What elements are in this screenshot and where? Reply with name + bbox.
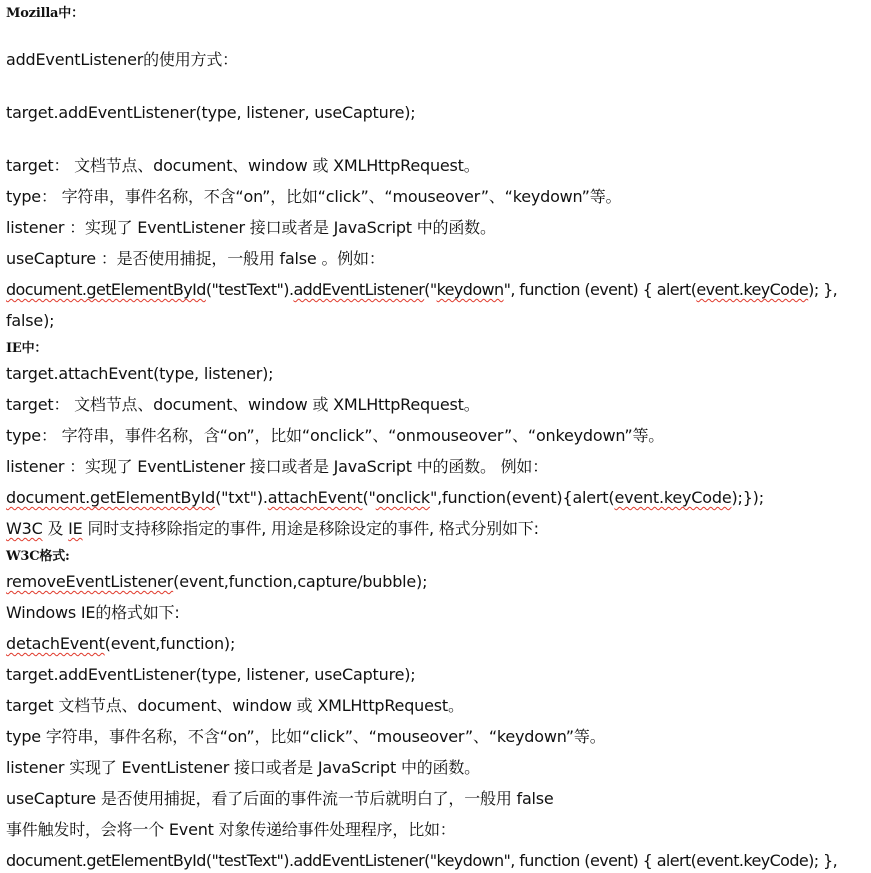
code-line: document.getElementById("txt").attachEvent("onclick",function(event){alert(event.keyCode);}); xyxy=(6,488,764,507)
text-line: listener ：实现了 EventListener 接口或者是 JavaScript 中的函数。 例如： xyxy=(6,457,549,476)
spellcheck-word: attachEvent xyxy=(267,488,363,507)
code-line: document.getElementById("testText").addEventListener("keydown", function (event) { alert(event.keyCode); }, xyxy=(6,851,838,870)
text-line: target： 文档节点、document、window 或 XMLHttpRequest。 xyxy=(6,395,480,414)
heading-ie: IE中： xyxy=(6,341,48,356)
text-line: target 文档节点、document、window 或 XMLHttpRequest。 xyxy=(6,696,464,715)
text-line: 事件触发时，会将一个 Event 对象传递给事件处理程序，比如： xyxy=(6,820,456,839)
text-line: type 字符串，事件名称，不含“on”，比如“click”、“mouseover”、“keydown”等。 xyxy=(6,727,606,746)
spellcheck-word: event.keyCode xyxy=(696,280,809,299)
spellcheck-word: event.keyCode xyxy=(614,488,732,507)
text-line: useCapture ：是否使用捕捉，一般用 false 。例如： xyxy=(6,249,385,268)
code-line: false); xyxy=(6,311,55,330)
text-line: type： 字符串，事件名称，含“on”，比如“onclick”、“onmouseover”、“onkeydown”等。 xyxy=(6,426,665,445)
spellcheck-word: document.getElementById xyxy=(6,280,206,299)
text-line: W3C 及 IE 同时支持移除指定的事件, 用途是移除设定的事件, 格式分别如下: xyxy=(6,519,539,538)
code-line: target.attachEvent(type, listener); xyxy=(6,364,274,383)
spellcheck-word: document.getElementById xyxy=(6,488,216,507)
code-line: target.addEventListener(type, listener, useCapture); xyxy=(6,103,416,122)
text-line: useCapture 是否使用捕捉，看了后面的事件流一节后就明白了，一般用 false xyxy=(6,789,554,808)
text-line: listener ：实现了 EventListener 接口或者是 JavaScript 中的函数。 xyxy=(6,218,496,237)
text-line: target： 文档节点、document、window 或 XMLHttpRequest。 xyxy=(6,156,480,175)
spellcheck-word: keydown xyxy=(436,280,504,299)
text-line: listener 实现了 EventListener 接口或者是 JavaScript 中的函数。 xyxy=(6,758,480,777)
heading-mozilla: Mozilla中： xyxy=(6,6,84,21)
code-line: target.addEventListener(type, listener, useCapture); xyxy=(6,665,416,684)
code-line: removeEventListener(event,function,capture/bubble); xyxy=(6,572,428,591)
spellcheck-word: detachEvent xyxy=(6,634,105,653)
spellcheck-word: addEventListener xyxy=(293,280,425,299)
code-line: detachEvent(event,function); xyxy=(6,634,236,653)
spellcheck-word: onclick xyxy=(375,488,430,507)
spellcheck-word: IE xyxy=(68,519,83,538)
spellcheck-word: removeEventListener xyxy=(6,572,174,591)
text-line: Windows IE的格式如下: xyxy=(6,603,180,622)
text-line: addEventListener的使用方式： xyxy=(6,50,238,69)
heading-w3c-format: W3C格式: xyxy=(6,549,70,564)
text-line: type： 字符串，事件名称，不含“on”，比如“click”、“mouseover”、“keydown”等。 xyxy=(6,187,622,206)
spellcheck-word: W3C xyxy=(6,519,43,538)
code-line: document.getElementById("testText").addEventListener("keydown", function (event) { alert(event.keyCode); }, xyxy=(6,280,838,299)
